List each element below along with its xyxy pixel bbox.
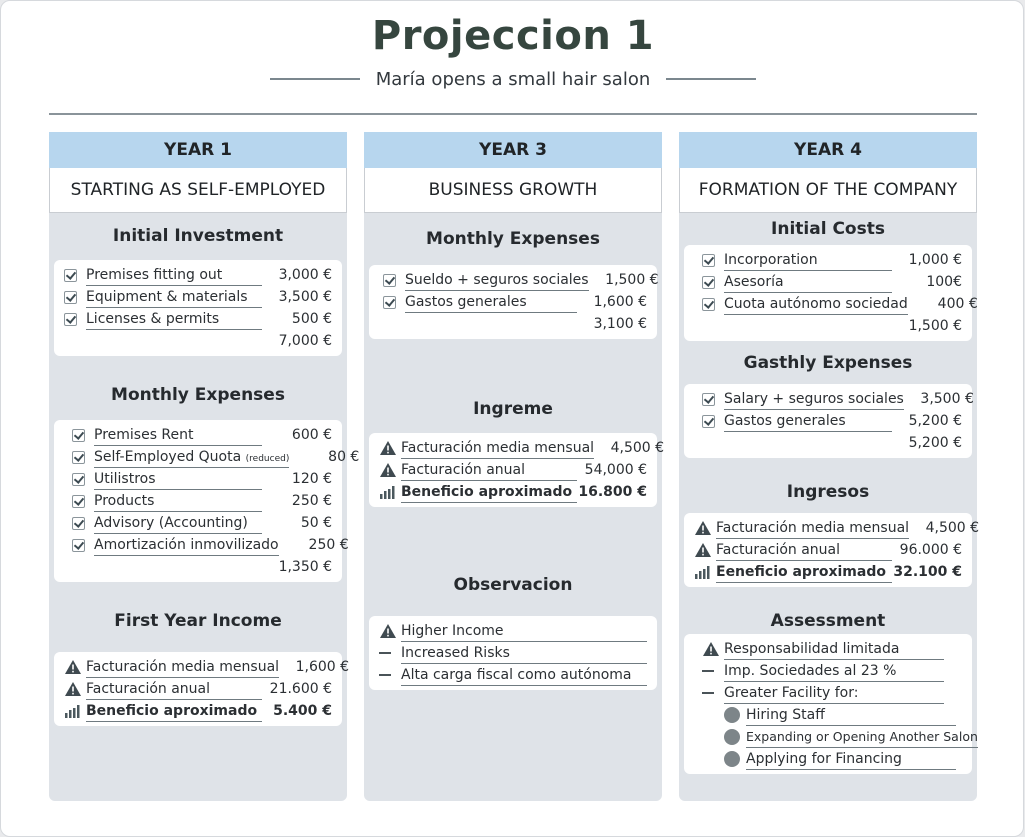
item-value: 1,600 € — [593, 294, 647, 310]
item-value: 5,200 € — [908, 413, 962, 429]
checkbox-icon — [702, 415, 715, 428]
list-item — [379, 459, 647, 481]
warning-icon — [702, 641, 720, 657]
item-label: Facturación anual — [716, 539, 892, 561]
item-label: Expanding or Opening Another Salon — [746, 726, 978, 748]
section-title-monthly-expenses: Monthly Expenses — [111, 385, 285, 405]
list-item — [702, 271, 962, 293]
item-value: 100€ — [926, 274, 962, 290]
item-label: Facturación media mensual — [86, 656, 279, 678]
item-label: Higher Income — [401, 620, 647, 642]
item-label: Imp. Sociedades al 23 % — [724, 660, 944, 682]
item-value: 3,500 € — [278, 289, 332, 305]
checkbox-icon — [72, 495, 85, 508]
list-item — [383, 291, 647, 313]
header-divider — [49, 113, 977, 115]
item-label: Increased Risks — [401, 642, 647, 664]
list-item — [64, 656, 350, 678]
warning-icon — [64, 681, 82, 697]
total-row — [72, 556, 332, 578]
section-title-initial-investment: Initial Investment — [112, 226, 284, 246]
item-label: Equipment & materials — [86, 286, 262, 308]
item-value: 50 € — [300, 515, 332, 531]
list-item — [702, 388, 974, 410]
item-label: Hiring Staff — [746, 704, 956, 726]
page-subtitle: María opens a small hair salon — [375, 68, 651, 90]
item-value: 600 € — [291, 427, 332, 443]
item-label: Facturación media mensual — [401, 437, 594, 459]
list-item — [702, 638, 962, 660]
item-value: 80 € — [328, 449, 360, 465]
column-year-label: YEAR 3 — [364, 132, 662, 168]
list-item — [64, 264, 332, 286]
list-item — [379, 642, 647, 664]
item-label: Beneficio aproximado — [401, 481, 577, 503]
list-item — [379, 481, 647, 503]
card-monthly-expenses — [54, 420, 360, 582]
card-initial-costs — [684, 245, 978, 341]
item-value: 400 € — [937, 296, 978, 312]
item-label: Greater Facility for: — [724, 682, 944, 704]
checkbox-icon — [702, 298, 715, 311]
bullet-dot-icon — [724, 707, 740, 723]
card-observations — [369, 616, 657, 690]
section-title-income: Ingresos — [786, 482, 870, 502]
checkbox-icon — [702, 254, 715, 267]
item-label: Applying for Financing — [746, 748, 956, 770]
card-assessment — [684, 634, 978, 774]
section-title-assessment: Assessment — [770, 611, 886, 631]
list-item — [64, 308, 332, 330]
column-phase-label: FORMATION OF THE COMPANY — [679, 168, 977, 213]
list-item — [72, 424, 332, 446]
item-label: Alta carga fiscal como autónoma — [401, 664, 647, 686]
item-value: 1,500 € — [605, 272, 659, 288]
list-item — [702, 410, 962, 432]
checkbox-icon — [383, 296, 396, 309]
checkbox-icon — [64, 291, 77, 304]
list-item — [64, 286, 332, 308]
item-note: (reduced) — [245, 454, 290, 464]
sub-list-item — [702, 704, 962, 726]
item-label: Facturación anual — [401, 459, 577, 481]
bullet-dot-icon — [724, 729, 740, 745]
list-item — [694, 539, 962, 561]
item-value: 250 € — [308, 537, 349, 553]
list-item — [379, 620, 647, 642]
item-label: Licenses & permits — [86, 308, 262, 330]
total-row — [383, 313, 647, 335]
page-title: Projeccion 1 — [371, 13, 655, 59]
item-value: 54,000 € — [584, 462, 647, 478]
item-label: Advisory (Accounting) — [94, 512, 262, 534]
section-title-initial-costs: Initial Costs — [771, 219, 885, 239]
checkbox-icon — [72, 429, 85, 442]
subtitle-divider-right — [666, 78, 756, 80]
checkbox-icon — [383, 274, 396, 287]
total-row — [702, 315, 962, 337]
total-value: 7,000 € — [278, 333, 332, 349]
item-value: 1,600 € — [295, 659, 350, 675]
sub-list-item — [702, 726, 978, 748]
list-item — [64, 678, 332, 700]
item-label: Asesoría — [724, 271, 892, 293]
warning-icon — [64, 659, 82, 675]
section-title-monthly-expenses: Gasthly Expenses — [743, 353, 913, 373]
section-title-first-year-income: First Year Income — [114, 611, 282, 631]
item-label: Self-Employed Quota (reduced) — [94, 446, 289, 468]
item-label: Premises fitting out — [86, 264, 262, 286]
card-monthly-expenses — [684, 384, 972, 458]
list-item — [72, 512, 332, 534]
item-label: Amortización inmovilizado — [94, 534, 279, 556]
item-label: Products — [94, 490, 262, 512]
card-income — [684, 513, 980, 587]
column-phase-label: BUSINESS GROWTH — [364, 168, 662, 213]
item-value: 16.800 € — [578, 484, 647, 500]
chart-bars-icon — [379, 485, 395, 499]
subtitle-divider-left — [270, 78, 360, 80]
item-value: 250 € — [291, 493, 332, 509]
section-title-income: Ingreme — [473, 399, 553, 419]
total-row — [702, 432, 962, 454]
warning-icon — [379, 462, 397, 478]
column-phase-label: STARTING AS SELF-EMPLOYED — [49, 168, 347, 213]
total-value: 3,100 € — [593, 316, 647, 332]
card-first-year-income — [54, 652, 350, 726]
item-label: Gastos generales — [724, 410, 892, 432]
item-label: Cuota autónomo sociedad — [724, 293, 908, 315]
chart-bars-icon — [64, 704, 80, 718]
list-item — [702, 249, 962, 271]
item-value: 5.400 € — [273, 703, 332, 719]
item-value: 3,000 € — [278, 267, 332, 283]
item-label: Facturación anual — [86, 678, 262, 700]
card-initial-investment — [54, 260, 342, 356]
dash-icon — [379, 652, 391, 654]
dash-icon — [379, 674, 391, 676]
sub-list-item — [702, 748, 962, 770]
bullet-dot-icon — [724, 751, 740, 767]
item-label: Gastos generales — [405, 291, 577, 313]
item-value: 4,500 € — [610, 440, 665, 456]
section-title-observations: Observacion — [453, 575, 573, 595]
list-item — [702, 293, 978, 315]
list-item — [383, 269, 659, 291]
card-monthly-expenses — [369, 265, 657, 339]
warning-icon — [379, 623, 397, 639]
checkbox-icon — [72, 473, 85, 486]
item-label: Incorporation — [724, 249, 892, 271]
item-label: Responsabilidad limitada — [724, 638, 944, 660]
list-item — [72, 534, 349, 556]
item-value: 500 € — [291, 311, 332, 327]
warning-icon — [379, 440, 397, 456]
dash-icon — [702, 692, 714, 694]
column-year-4 — [679, 132, 980, 801]
list-item — [72, 490, 332, 512]
checkbox-icon — [72, 517, 85, 530]
item-value: 120 € — [291, 471, 332, 487]
column-year-label: YEAR 4 — [679, 132, 977, 168]
chart-bars-icon — [694, 565, 710, 579]
list-item — [379, 664, 647, 686]
checkbox-icon — [72, 539, 85, 552]
checkbox-icon — [72, 451, 85, 464]
item-label: Salary + seguros sociales — [724, 388, 904, 410]
subtitle-row — [1, 65, 1025, 93]
dash-icon — [702, 670, 714, 672]
item-label: Facturación media mensual — [716, 517, 909, 539]
item-label: Utilistros — [94, 468, 262, 490]
item-label: Sueldo + seguros sociales — [405, 269, 589, 291]
item-value: 3,500 € — [920, 391, 974, 407]
column-year-label: YEAR 1 — [49, 132, 347, 168]
list-item — [702, 682, 962, 704]
total-value: 1,500 € — [908, 318, 962, 334]
card-income — [369, 433, 665, 507]
list-item — [72, 446, 360, 468]
item-label: Premises Rent — [94, 424, 262, 446]
item-value: 21.600 € — [269, 681, 332, 697]
total-row — [64, 330, 332, 352]
item-value: 96.000 € — [899, 542, 962, 558]
warning-icon — [694, 542, 712, 558]
checkbox-icon — [702, 276, 715, 289]
item-value: 4,500 € — [925, 520, 980, 536]
item-value: 32.100 € — [893, 564, 962, 580]
column-year-3 — [364, 132, 665, 801]
list-item — [64, 700, 332, 722]
list-item — [72, 468, 332, 490]
list-item — [379, 437, 665, 459]
section-title-monthly-expenses: Monthly Expenses — [426, 229, 600, 249]
total-value: 5,200 € — [908, 435, 962, 451]
item-label: Beneficio aproximado — [86, 700, 262, 722]
checkbox-icon — [702, 393, 715, 406]
total-value: 1,350 € — [278, 559, 332, 575]
item-value: 1,000 € — [908, 252, 962, 268]
item-label: Eeneficio aproximado — [716, 561, 892, 583]
column-year-1 — [49, 132, 360, 801]
list-item — [694, 561, 962, 583]
list-item — [702, 660, 962, 682]
checkbox-icon — [64, 313, 77, 326]
checkbox-icon — [64, 269, 77, 282]
list-item — [694, 517, 980, 539]
warning-icon — [694, 520, 712, 536]
